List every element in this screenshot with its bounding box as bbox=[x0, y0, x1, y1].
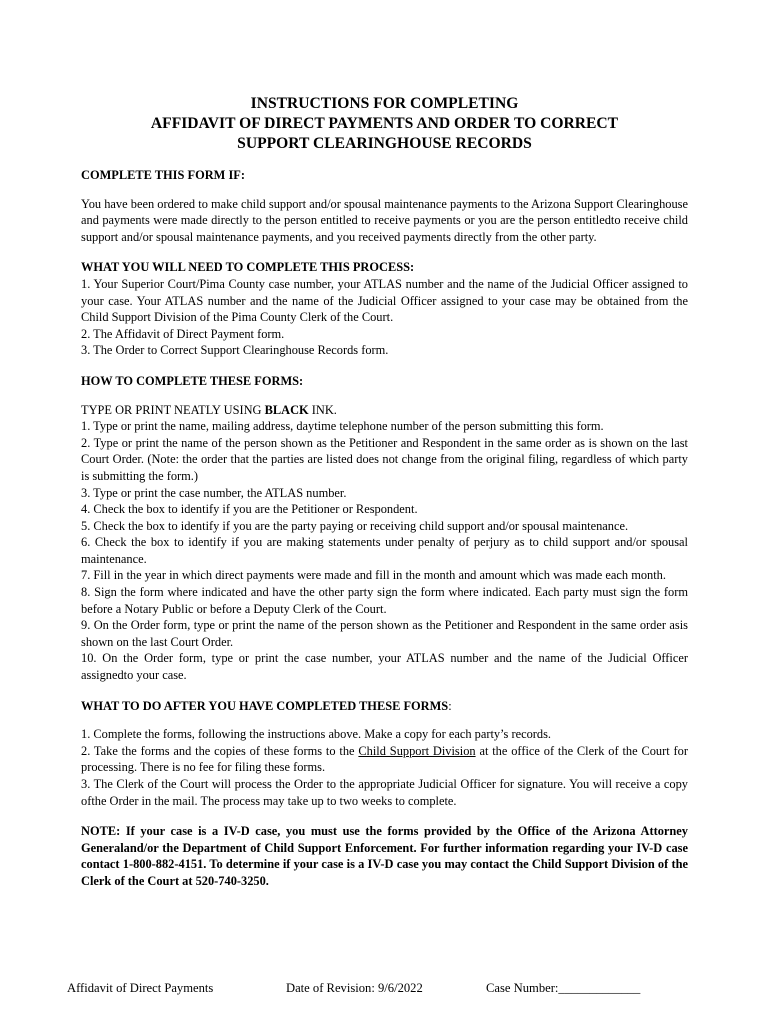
how-item-1: 1. Type or print the name, mailing address, daytime telephone number of the person submitting this form. bbox=[81, 419, 604, 434]
complete-if-heading: COMPLETE THIS FORM IF: bbox=[81, 168, 245, 182]
after-heading bbox=[81, 698, 688, 715]
ink-instruction bbox=[81, 402, 688, 419]
after-item-3: 3. The Clerk of the Court will process the Order to the appropriate Judicial Officer for signature. You will receive a copy ofthe Order in the mail. The process may take up to two weeks to complete. bbox=[81, 777, 688, 808]
after-heading-colon: : bbox=[448, 698, 452, 713]
iv-d-note: NOTE: If your case is a IV-D case, you must use the forms provided by the Office of the Arizona Attorney Generaland/or the Department of Child Support Enforcement. For further information regarding your IV-D case contact 1-800-882-4151. To determine if your case is a IV-D case you may contact the Child Support Division of the Clerk of the Court at 520-740-3250. bbox=[81, 824, 688, 888]
need-item-1: 1. Your Superior Court/Pima County case number, your ATLAS number and the name of the Judicial Officer assigned to your case. Your ATLAS number and the name of the Judicial Officer assigned to your case may be obtained from the Child Support Division of the Pima County Clerk of the Court. bbox=[81, 276, 688, 325]
how-item-7: 7. Fill in the year in which direct payments were made and fill in the month and amount which was made each month. bbox=[81, 568, 666, 583]
after-item-2 bbox=[81, 743, 688, 776]
how-heading: HOW TO COMPLETE THESE FORMS: bbox=[81, 373, 304, 388]
child-support-division-text: Child Support Division bbox=[358, 743, 476, 758]
need-heading: WHAT YOU WILL NEED TO COMPLETE THIS PROCESS: bbox=[81, 260, 415, 275]
footer-revision-date: Date of Revision: 9/6/2022 bbox=[286, 981, 423, 995]
need-item-3: 3. The Order to Correct Support Clearinghouse Records form. bbox=[81, 343, 389, 358]
how-item-5: 5. Check the box to identify if you are the party paying or receiving child support and/or spousal maintenance. bbox=[81, 518, 629, 533]
how-item-3: 3. Type or print the case number, the ATLAS number. bbox=[81, 485, 347, 500]
how-item-8: 8. Sign the form where indicated and have the other party sign the form where indicated. Each party must sign the form before a Notary Public or before a Deputy Clerk of the Court. bbox=[81, 585, 688, 616]
how-item-9: 9. On the Order form, type or print the name of the person shown as the Petitioner and Respondent in the same order asis shown on the last Court Order. bbox=[81, 618, 688, 649]
complete-if-body: You have been ordered to make child support and/or spousal maintenance payments to the Arizona Support Clearinghouse and payments were made directly to the person entitled to receive payments or you are the person entitledto receive child support and/or spousal maintenance payments, and you received payments directly from the other party. bbox=[81, 196, 688, 244]
after-item-2-suffix: at the office of the Clerk of the Court for processing. There is no fee for filing these forms. bbox=[81, 743, 688, 775]
title-line-1: INSTRUCTIONS FOR COMPLETING bbox=[250, 95, 519, 112]
need-item-2: 2. The Affidavit of Direct Payment form. bbox=[81, 326, 285, 341]
after-item-1: 1. Complete the forms, following the instructions above. Make a copy for each party’s records. bbox=[81, 727, 552, 742]
title-line-3: SUPPORT CLEARINGHOUSE RECORDS bbox=[237, 135, 532, 152]
how-item-2: 2. Type or print the name of the person shown as the Petitioner and Respondent in the same order as is shown on the last Court Order. (Note: the order that the parties are listed does not change from the original filing, regardless of which party is submitting the form.) bbox=[81, 435, 688, 483]
ink-prefix: TYPE OR PRINT NEATLY USING bbox=[81, 402, 265, 417]
how-item-4: 4. Check the box to identify if you are the Petitioner or Respondent. bbox=[81, 502, 418, 517]
after-heading-text: WHAT TO DO AFTER YOU HAVE COMPLETED THESE FORMS bbox=[81, 698, 449, 713]
document-page bbox=[81, 94, 688, 890]
after-item-2-prefix: 2. Take the forms and the copies of these forms to the bbox=[81, 743, 359, 758]
how-item-6: 6. Check the box to identify if you are making statements under penalty of perjury as to child support and/or spousal maintenance. bbox=[81, 535, 688, 566]
ink-bold: BLACK bbox=[264, 402, 309, 417]
title-line-2: AFFIDAVIT OF DIRECT PAYMENTS AND ORDER TO CORRECT bbox=[150, 115, 619, 132]
document-title bbox=[81, 94, 688, 154]
footer-form-name: Affidavit of Direct Payments bbox=[67, 981, 214, 995]
ink-suffix: INK. bbox=[308, 402, 337, 417]
how-item-10: 10. On the Order form, type or print the case number, your ATLAS number and the name of the Judicial Officer assignedto your case. bbox=[81, 651, 688, 683]
footer-case-number: Case Number:_____________ bbox=[486, 981, 641, 995]
